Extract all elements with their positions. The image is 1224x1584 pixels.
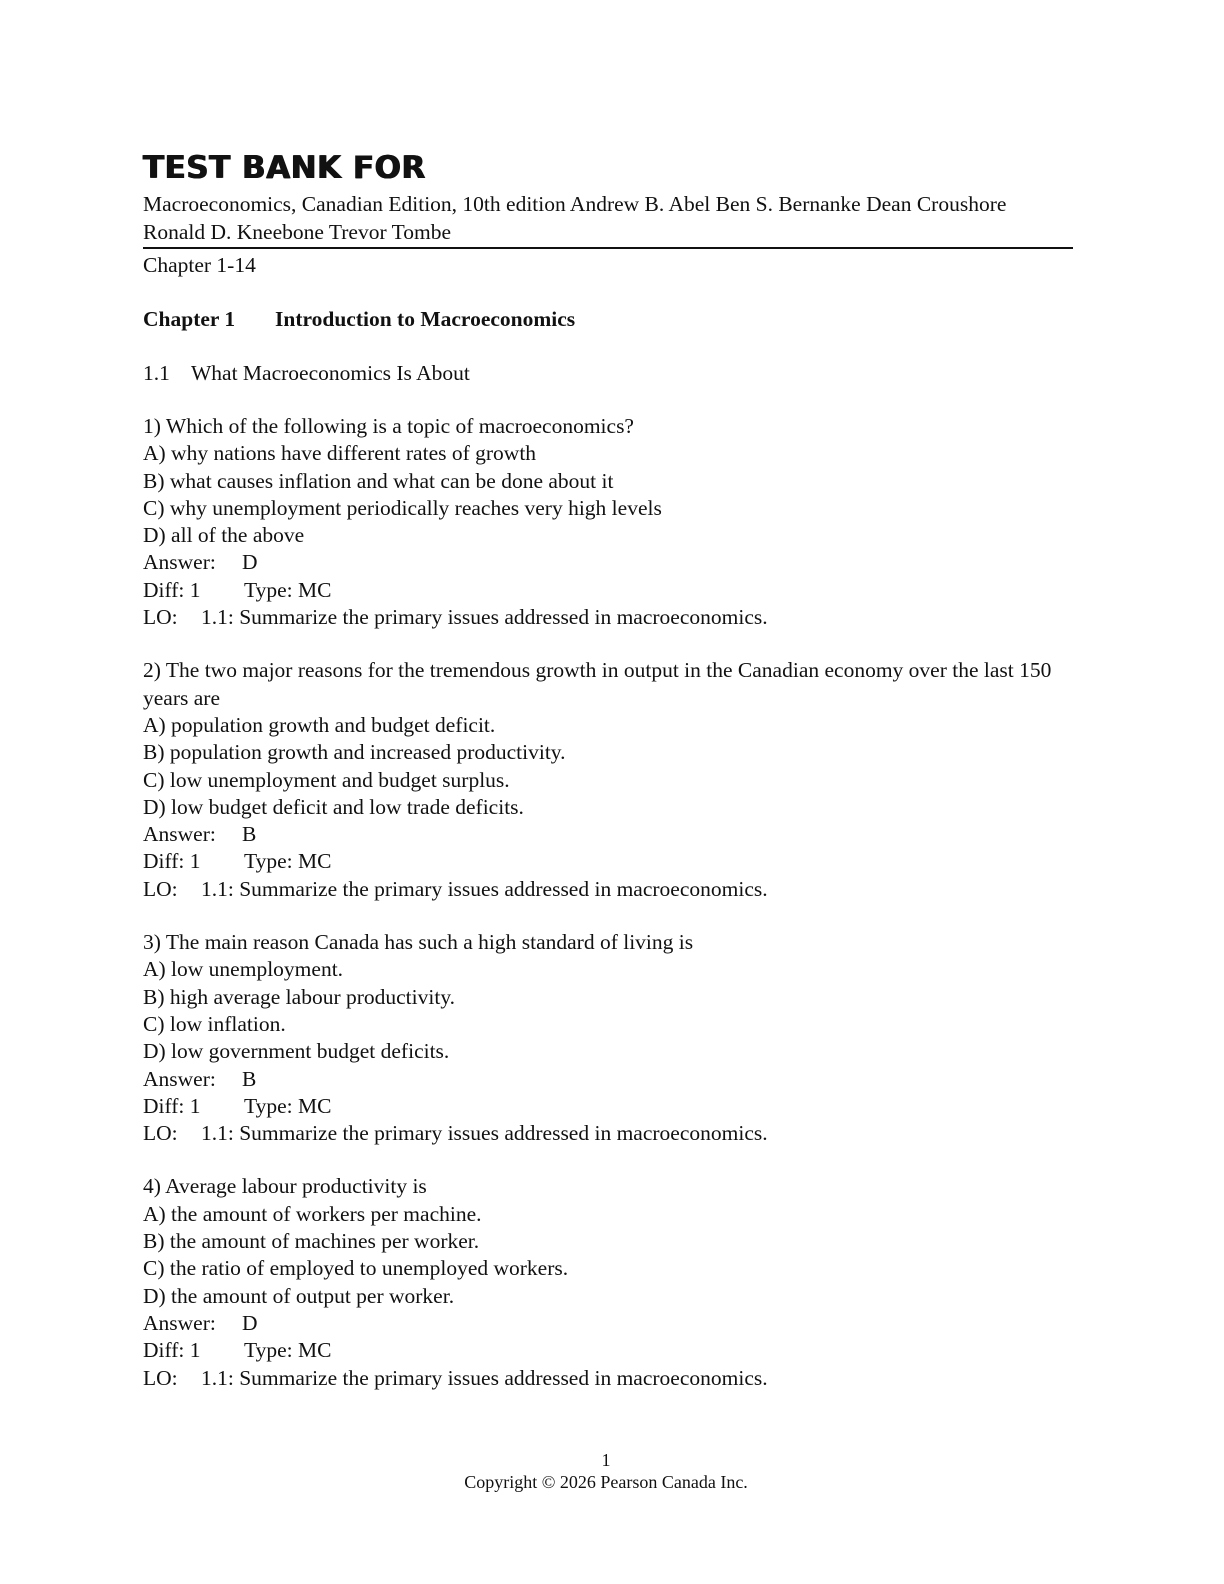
lo-line <box>143 604 1073 631</box>
diff-value: 1 <box>189 577 201 602</box>
chapter-heading <box>143 305 1073 333</box>
answer-label: Answer: <box>143 550 216 575</box>
answer-value: B <box>242 1066 257 1091</box>
question-stem: 3) The main reason Canada has such a high standard of living is <box>143 930 694 955</box>
meta-line <box>143 577 1073 604</box>
diff-label: Diff: <box>143 849 185 874</box>
answer-option: D) the amount of output per worker. <box>143 1283 455 1308</box>
type-label: Type: <box>244 849 293 874</box>
chapter-number: Chapter 1 <box>143 307 236 331</box>
chapter-title: Introduction to Macroeconomics <box>275 307 576 331</box>
answer-option: C) the ratio of employed to unemployed workers. <box>143 1256 569 1281</box>
question-block <box>143 1173 1073 1391</box>
diff-field <box>143 1093 244 1120</box>
chapters-range: Chapter 1-14 <box>143 253 256 277</box>
page-number: 1 <box>601 1450 611 1470</box>
lo-label: LO: <box>143 1121 178 1146</box>
answer-option: A) population growth and budget deficit. <box>143 712 496 737</box>
question-block <box>143 657 1073 903</box>
type-value: MC <box>298 577 332 602</box>
meta-line <box>143 1337 1073 1364</box>
meta-line <box>143 848 1073 875</box>
lo-label: LO: <box>143 876 178 901</box>
answer-option: C) low unemployment and budget surplus. <box>143 767 510 792</box>
diff-label: Diff: <box>143 1338 185 1363</box>
answer-option: B) high average labour productivity. <box>143 984 456 1009</box>
answer-option: D) all of the above <box>143 523 305 548</box>
lo-value: 1.1: Summarize the primary issues addressed in macroeconomics. <box>201 876 768 901</box>
diff-label: Diff: <box>143 577 185 602</box>
lo-line <box>143 876 1073 903</box>
lo-label: LO: <box>143 1365 178 1390</box>
type-label: Type: <box>244 1338 293 1363</box>
answer-option: A) the amount of workers per machine. <box>143 1201 482 1226</box>
answer-value: B <box>242 822 257 847</box>
lo-label: LO: <box>143 605 178 630</box>
type-label: Type: <box>244 1093 293 1118</box>
question-stem: 2) The two major reasons for the tremendous growth in output in the Canadian economy over the last 150 years are <box>143 658 1052 710</box>
question-block <box>143 929 1073 1147</box>
section-title: What Macroeconomics Is About <box>191 361 470 385</box>
book-title: Macroeconomics, Canadian Edition, 10th edition Andrew B. Abel Ben S. Bernanke Dean Croushore Ronald D. Kneebone Trevor Tombe <box>143 190 1073 249</box>
question-stem: 4) Average labour productivity is <box>143 1174 427 1199</box>
lo-value: 1.1: Summarize the primary issues addressed in macroeconomics. <box>201 605 768 630</box>
answer-label: Answer: <box>143 1066 216 1091</box>
lo-line <box>143 1120 1073 1147</box>
lo-value: 1.1: Summarize the primary issues addressed in macroeconomics. <box>201 1365 768 1390</box>
answer-line <box>143 1066 1073 1093</box>
answer-line <box>143 549 1073 576</box>
answer-option: A) why nations have different rates of growth <box>143 441 537 466</box>
answer-option: C) low inflation. <box>143 1011 286 1036</box>
answer-option: B) the amount of machines per worker. <box>143 1229 480 1254</box>
answer-line <box>143 821 1073 848</box>
answer-option: B) what causes inflation and what can be done about it <box>143 468 614 493</box>
copyright-notice: Copyright © 2026 Pearson Canada Inc. <box>464 1472 748 1492</box>
diff-field <box>143 848 244 875</box>
type-value: MC <box>298 1338 332 1363</box>
answer-label: Answer: <box>143 822 216 847</box>
answer-option: D) low budget deficit and low trade deficits. <box>143 794 524 819</box>
answer-value: D <box>242 1310 258 1335</box>
test-bank-banner: TEST BANK FOR <box>143 150 426 186</box>
answer-option: D) low government budget deficits. <box>143 1039 450 1064</box>
answer-label: Answer: <box>143 1310 216 1335</box>
section-number: 1.1 <box>143 361 170 385</box>
diff-label: Diff: <box>143 1093 185 1118</box>
type-value: MC <box>298 849 332 874</box>
lo-value: 1.1: Summarize the primary issues addressed in macroeconomics. <box>201 1121 768 1146</box>
question-stem: 1) Which of the following is a topic of macroeconomics? <box>143 414 634 438</box>
section-heading <box>143 359 1073 387</box>
diff-field <box>143 577 244 604</box>
diff-value: 1 <box>189 849 201 874</box>
diff-value: 1 <box>189 1338 201 1363</box>
lo-line <box>143 1365 1073 1392</box>
type-value: MC <box>298 1093 332 1118</box>
answer-value: D <box>242 550 258 575</box>
answer-option: C) why unemployment periodically reaches very high levels <box>143 495 662 520</box>
type-label: Type: <box>244 577 293 602</box>
document-page <box>143 150 1073 1392</box>
question-block <box>143 413 1073 631</box>
diff-field <box>143 1337 244 1364</box>
meta-line <box>143 1093 1073 1120</box>
answer-line <box>143 1310 1073 1337</box>
diff-value: 1 <box>189 1093 201 1118</box>
answer-option: B) population growth and increased productivity. <box>143 740 566 765</box>
answer-option: A) low unemployment. <box>143 957 344 982</box>
page-footer <box>0 1449 1212 1493</box>
